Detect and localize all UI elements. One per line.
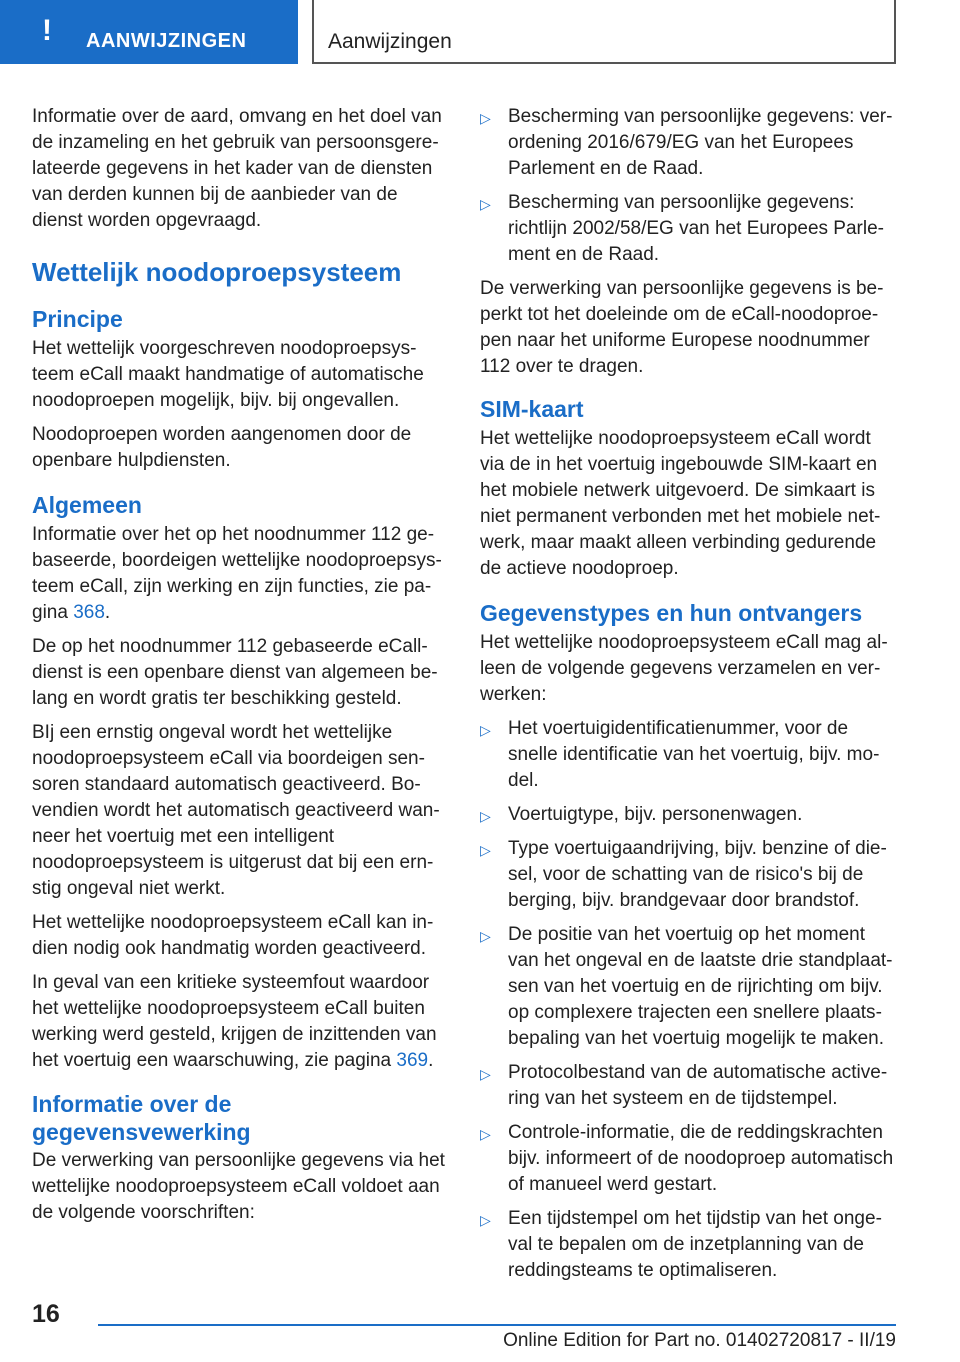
- right-column: [480, 104, 898, 1292]
- triangle-bullet-icon: ▷: [480, 1066, 491, 1082]
- sim-paragraph: Het wettelijke noodoproepsysteem eCall wordt via de in het voertuig ingebouwde SIM-kaart en het mobiele netwerk uitgevoerd. De simkaart is niet permanent verbonden met het mobiele netwerk, maar maakt alleen verbinding gedurende de actieve noodoproep.: [480, 428, 881, 579]
- exclamation-icon: !: [42, 14, 52, 47]
- algemeen-paragraph-4: Het wettelijke noodoproepsysteem eCall kan indien nodig ook handmatig worden geactiveerd.: [32, 912, 434, 959]
- list-item: ▷ Een tijdstempel om het tijdstip van het ongeval te bepalen om de inzetplanning van de reddingsteams te optimaliseren.: [480, 1208, 882, 1281]
- heading-sim-kaart: SIM-kaart: [480, 396, 584, 422]
- list-item: ▷ Controle-informatie, die de reddingskrachten bijv. informeert of de noodoproep automatisch of manueel werd gestart.: [480, 1122, 894, 1195]
- header-section-frame: [312, 0, 896, 64]
- list-item: ▷ Voertuigtype, bijv. personenwagen.: [480, 802, 898, 828]
- list-item: ▷ Het voertuigidentificatienummer, voor de snelle identificatie van het voertuig, bijv. model.: [480, 718, 880, 791]
- triangle-bullet-icon: ▷: [480, 722, 491, 738]
- algemeen-paragraph-3: BIj een ernstig ongeval wordt het wettelijke noodoproepsysteem eCall via boordeigen sensoren standaard automatisch geactiveerd. Bovendien wordt het automatisch geactiveerd wanneer het voertuig met een intelligent noodoproepsysteem is uitgerust dat bij een ernstig ongeval niet werkt.: [32, 722, 440, 899]
- regulations-list: [480, 104, 898, 268]
- triangle-bullet-icon: ▷: [480, 196, 491, 212]
- algemeen-paragraph-5: In geval van een kritieke systeemfout waardoor het wettelijke noodoproepsysteem eCall buiten werking werd gesteld, krijgen de inzittenden van het voertuig een waarschuwing, zie pagina 369.: [32, 972, 437, 1071]
- page-number: 16: [32, 1300, 60, 1328]
- limit-paragraph: De verwerking van persoonlijke gegevens is beperkt tot het doeleinde om de eCall-noodoproepen naar het uniforme Europese noodnummer 112 over te dragen.: [480, 278, 884, 377]
- heading-gegevenstypes: Gegevenstypes en hun ontvangers: [480, 600, 863, 626]
- page-link-368[interactable]: 368: [73, 602, 105, 623]
- principe-paragraph-2: Noodoproepen worden aangenomen door de openbare hulpdiensten.: [32, 424, 412, 471]
- footer-edition: Online Edition for Part no. 01402720817 - II/19: [503, 1330, 896, 1351]
- chapter-tab-label: AANWIJZINGEN: [86, 30, 247, 52]
- list-item: ▷ Bescherming van persoonlijke gegevens: richtlijn 2002/58/EG van het Europees Parlement en de Raad.: [480, 192, 884, 265]
- left-column: [32, 104, 448, 1234]
- principe-paragraph-1: Het wettelijk voorgeschreven noodoproepsysteem eCall maakt handmatige of automatische noodoproepen mogelijk, bijv. bij ongevallen.: [32, 338, 424, 411]
- triangle-bullet-icon: ▷: [480, 928, 491, 944]
- types-intro-paragraph: Het wettelijke noodoproepsysteem eCall mag alleen de volgende gegevens verzamelen en verwerken:: [480, 632, 888, 705]
- section-title: Aanwijzingen: [328, 30, 452, 53]
- heading-algemeen: Algemeen: [32, 492, 142, 518]
- triangle-bullet-icon: ▷: [480, 1212, 491, 1228]
- heading-wettelijk-noodoproepsysteem: Wettelijk noodoproepsysteem: [32, 257, 402, 287]
- intro-paragraph: Informatie over de aard, omvang en het doel van de inzameling en het gebruik van persoonsgerelateerde gegevens in het kader van de diensten van derden kunnen bij de aanbieder van de dienst worden opgevraagd.: [32, 106, 442, 231]
- triangle-bullet-icon: ▷: [480, 1126, 491, 1142]
- list-item: ▷ De positie van het voertuig op het moment van het ongeval en de laatste drie standplaatsen van het voertuig en de rijrichting om bijv. op complexere trajecten een snellere plaatsbepaling van het voertuig mogelijk te maken.: [480, 924, 893, 1049]
- header-chapter-tab[interactable]: [0, 0, 298, 64]
- info-paragraph: De verwerking van persoonlijke gegevens via het wettelijke noodoproepsysteem eCall voldoet aan de volgende voorschriften:: [32, 1150, 445, 1223]
- triangle-bullet-icon: ▷: [480, 110, 491, 126]
- list-item: ▷ Bescherming van persoonlijke gegevens: verordening 2016/679/EG van het Europees Parlement en de Raad.: [480, 106, 893, 179]
- data-types-list: [480, 716, 898, 1284]
- heading-principe: Principe: [32, 306, 123, 332]
- page-link-369[interactable]: 369: [396, 1050, 429, 1071]
- list-item: ▷ Protocolbestand van de automatische activering van het systeem en de tijdstempel.: [480, 1062, 888, 1109]
- footer-rule: [98, 1324, 896, 1326]
- algemeen-paragraph-2: De op het noodnummer 112 gebaseerde eCall-dienst is een openbare dienst van algemeen belang en wordt gratis ter beschikking gesteld.: [32, 636, 438, 709]
- algemeen-paragraph-1: Informatie over het op het noodnummer 112 gebaseerde, boordeigen wettelijke noodoproepsysteem eCall, zijn werking en zijn functies, zie pagina 368.: [32, 524, 442, 623]
- list-item: ▷ Type voertuigaandrijving, bijv. benzine of diesel, voor de schatting van de risico's bij de berging, bijv. brandgevaar door brandstof.: [480, 838, 887, 911]
- heading-informatie-gegevensverwerking: Informatie over de gegevensvewerking: [32, 1091, 251, 1145]
- triangle-bullet-icon: ▷: [480, 842, 491, 858]
- triangle-bullet-icon: ▷: [480, 808, 491, 824]
